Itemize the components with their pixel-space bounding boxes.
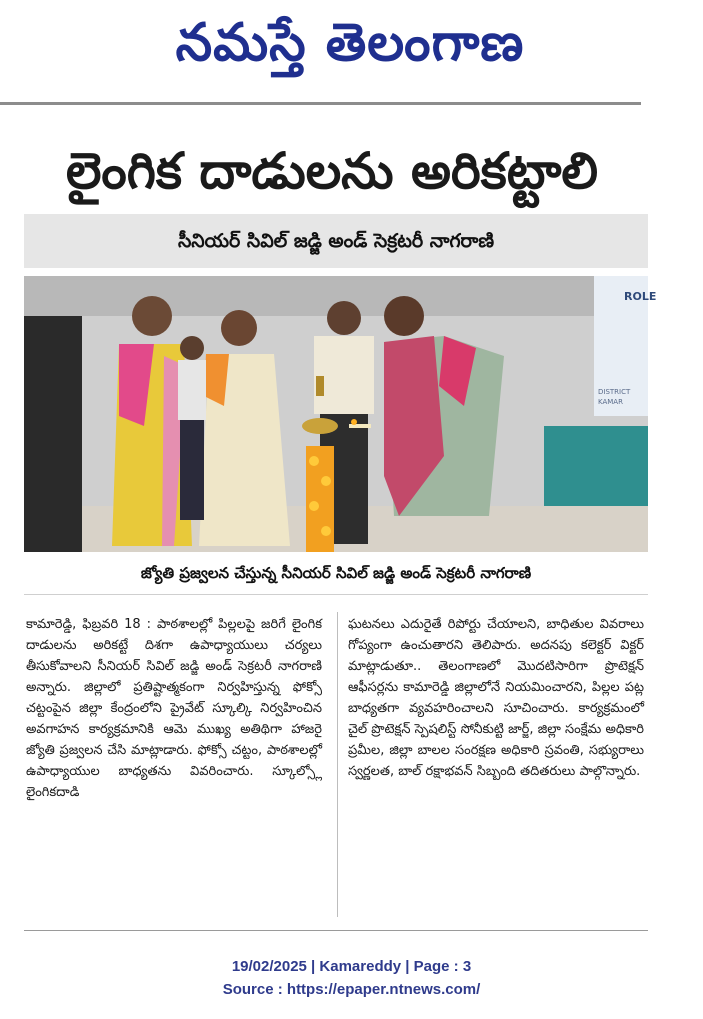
caption-divider <box>24 594 648 595</box>
table-shape <box>544 426 648 506</box>
banner-label: ROLE <box>624 290 657 303</box>
article-bottom-rule <box>24 930 648 931</box>
banner-label-2: DISTRICT <box>598 388 631 396</box>
article-headline: లైంగిక దాడులను అరికట్టాలి <box>65 142 599 200</box>
edition-info: 19/02/2025 | Kamareddy | Page : 3 <box>231 958 472 975</box>
source-link[interactable]: Source : https://epaper.ntnews.com/ <box>222 981 481 998</box>
article-body-right-column: ఘటనలు ఎదురైతే రిపోర్టు చేయాలని, బాధితుల వివరాలు గోప్యంగా ఉంచుతారని తెలిపారు. అదనపు కలెక్టర్ విక్టర్ మాట్లాడుతూ.. తెలంగాణలో మొదటిసారిగా ప్రొటెక్షన్ ఆఫీసర్లను కామారెడ్డి జిల్లాలోనే నియమించారని, పిల్లల పట్ల బాధ్యతగా వ్యవహరించాలని సూచించారు. కార్యక్రమంలో చైల్ ప్రొటెక్షన్ స్పెషలిస్ట్ సోనీకుట్టి జార్జ్, జిల్లా సంక్షేమ అధికారి ప్రమీల, జిల్లా బాలల సంరక్షణ అధికారి స్రవంతి, సభ్యురాలు స్వర్ణలత, బాల్ రక్షాభవన్ సిబ్బంది తదితరులు పాల్గొన్నారు. <box>348 617 644 779</box>
lamp-lighting-photo <box>24 276 657 552</box>
article-body-left-column: కామారెడ్డి, ఫిబ్రవరి 18 : పాఠశాలల్లో పిల్లలపై జరిగే లైంగిక దాడులను అరికట్టే దిశగా ఉపాధ్యాయులు చర్యలు తీసుకోవాలని సీనియర్ సివిల్ జడ్జి అండ్ సెక్రటరీ నాగరాణి అన్నారు. జిల్లాలో ప్రతిష్టాత్మకంగా నిర్వహిస్తున్న ఫోక్సో చట్టంపైన జిల్లా కేంద్రంలోని ప్రైవేట్ స్కూల్కి నిర్వహించిన అవగాహన కార్యక్రమానికి ఆమె ముఖ్య అతిథిగా హాజరై జ్యోతి ప్రజ్వలన చేసి మాట్లాడారు. ఫోక్సో చట్టం, పాఠశాలల్లో ఉపాధ్యాయుల బాధ్యతను వివరించారు. స్కూల్స్లో లైంగికదాడి <box>26 617 322 800</box>
article-subheadline: సీనియర్ సివిల్ జడ్జి అండ్ సెక్రటరీ నాగరాణి <box>24 214 648 268</box>
article-photo <box>24 276 657 552</box>
column-divider <box>337 612 338 917</box>
speaker-shape <box>24 316 82 552</box>
photo-caption: జ్యోతి ప్రజ్వలన చేస్తున్న సీనియర్ సివిల్ జడ్జి అండ్ సెక్రటరీ నాగరాణి <box>140 564 532 582</box>
masthead-divider <box>0 102 641 105</box>
banner-label-3: KAMAR <box>598 398 623 406</box>
masthead-logo: నమస్తే తెలంగాణ <box>175 12 525 73</box>
